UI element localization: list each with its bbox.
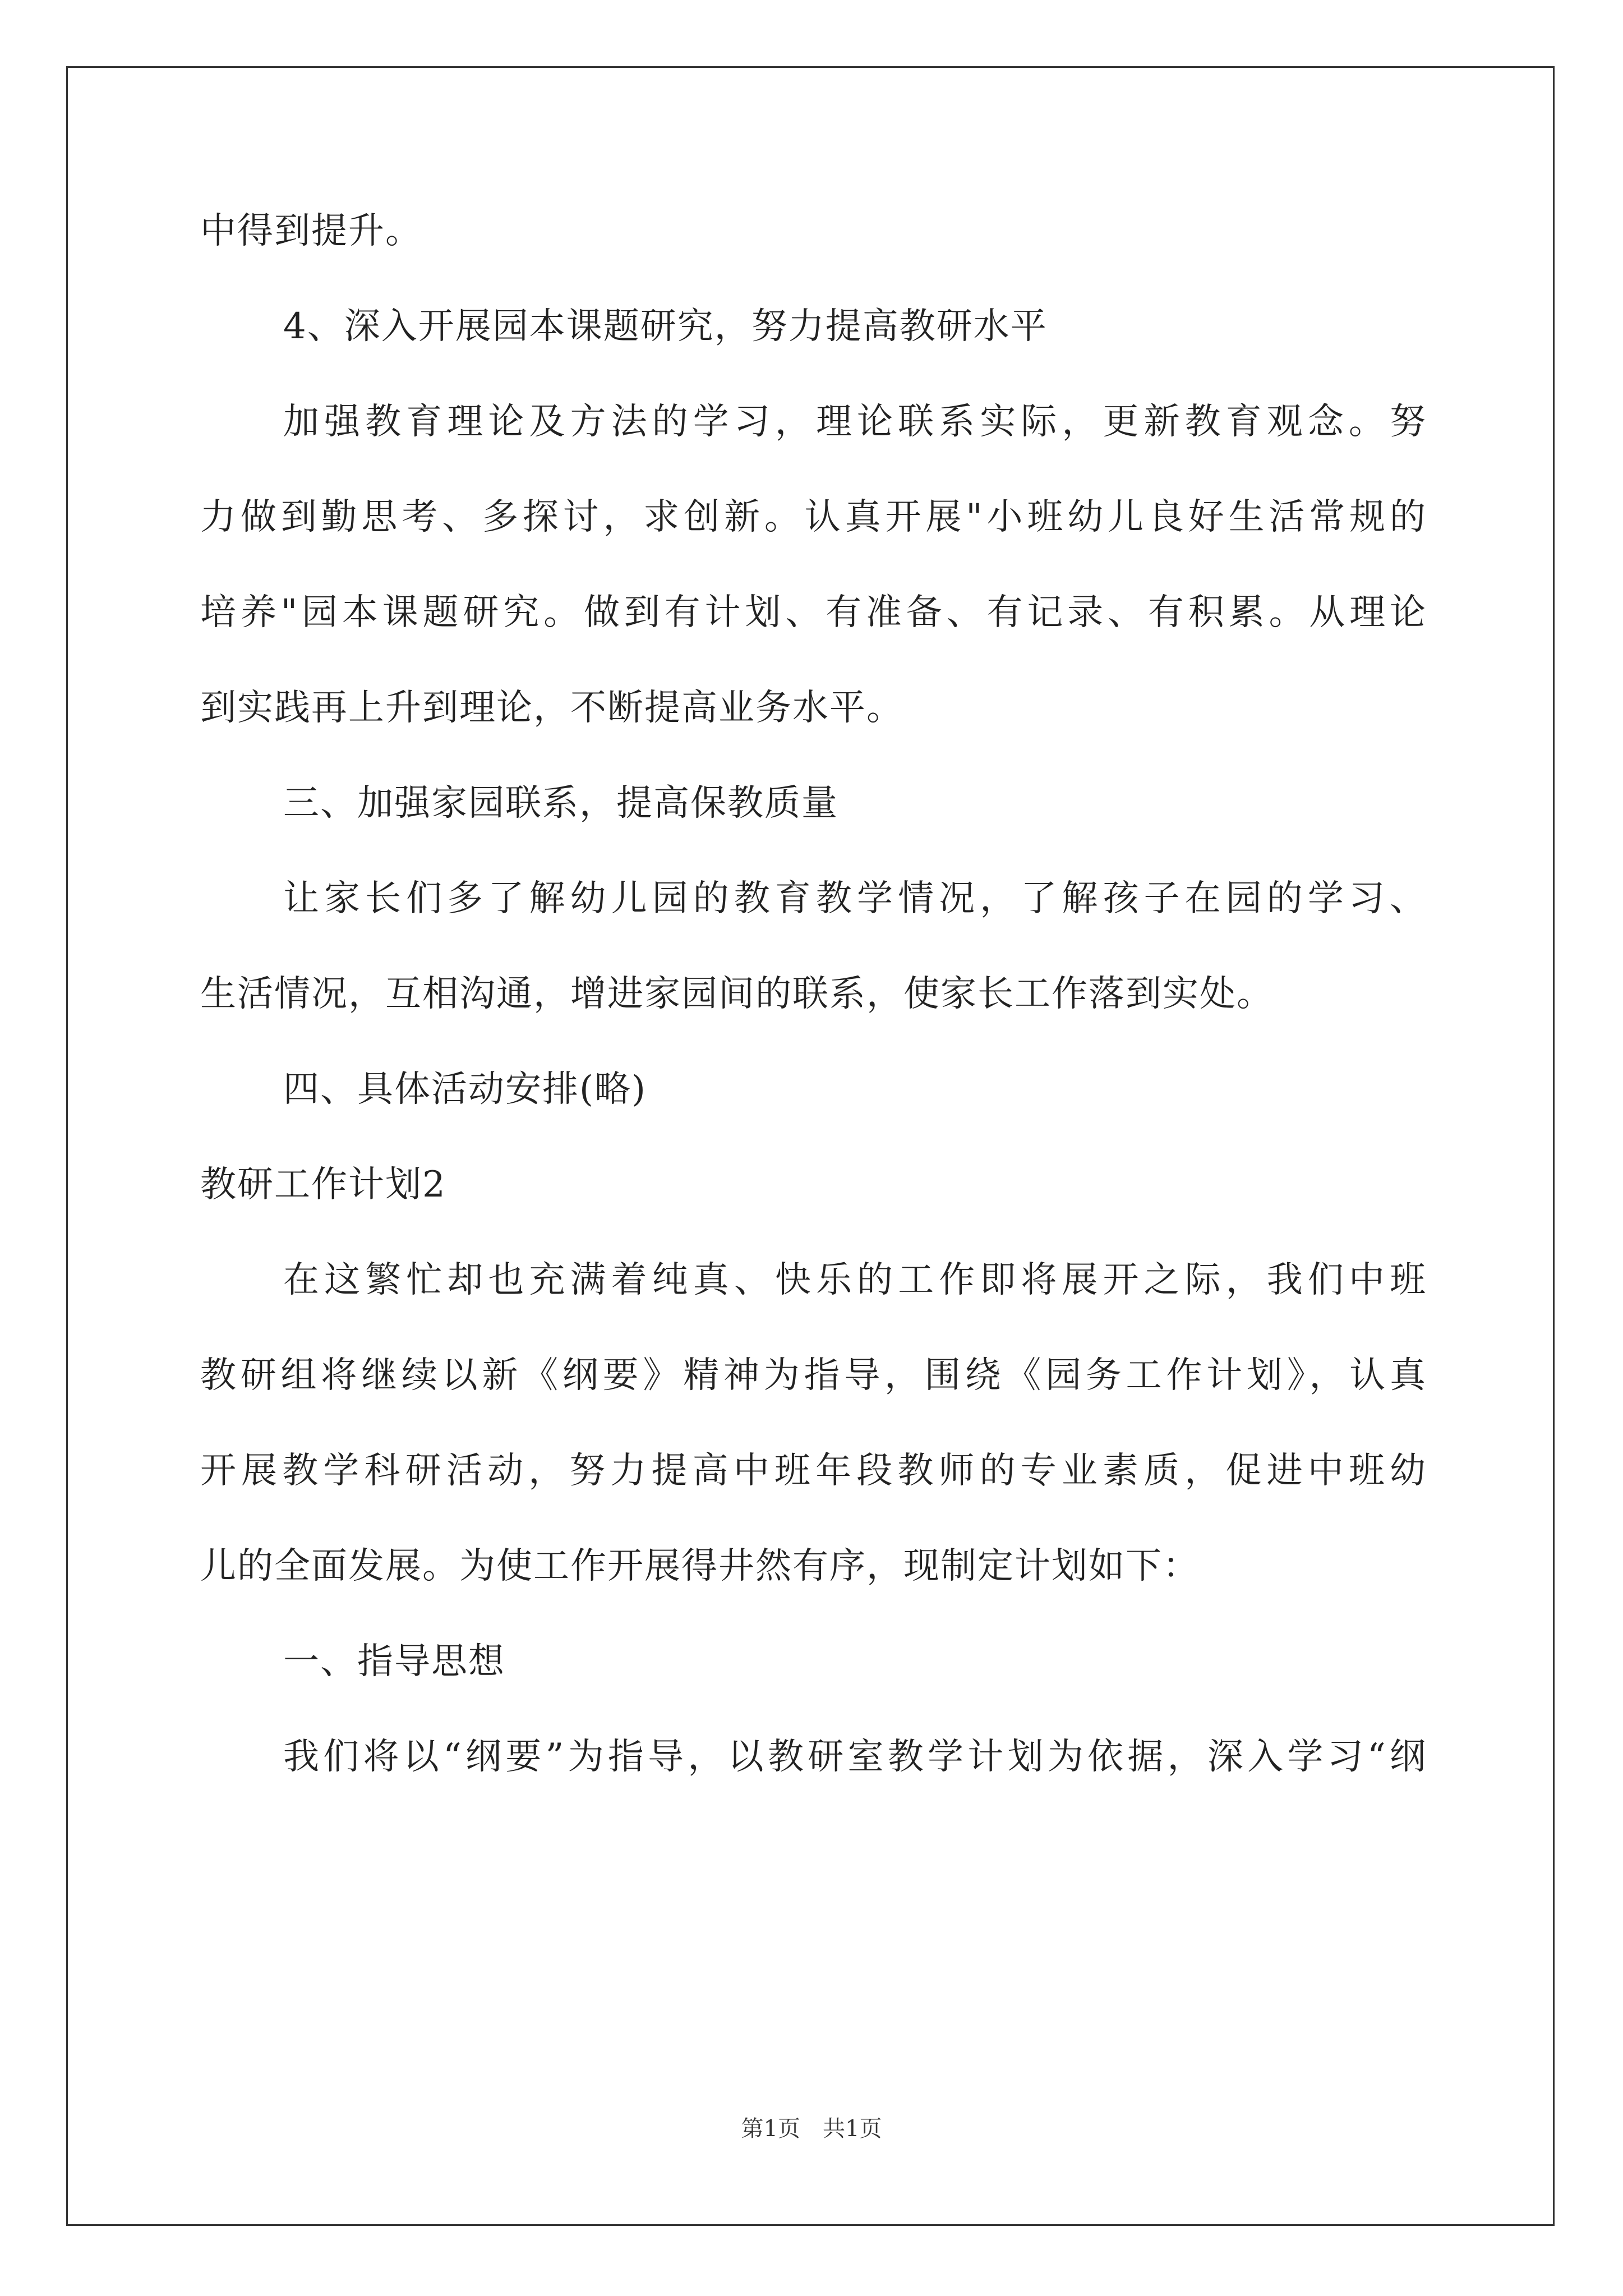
paragraph-line: 到实践再上升到理论，不断提高业务水平。 (200, 687, 903, 729)
section-heading: 三、加强家园联系，提高保教质量 (283, 783, 838, 824)
paragraph-line: 让家长们多了解幼儿园的教育教学情况，了解孩子在园的学习、 (283, 878, 1426, 919)
paragraph-line: 生活情况，互相沟通，增进家园间的联系，使家长工作落到实处。 (200, 973, 1274, 1015)
paragraph-line: 教研组将继续以新《纲要》精神为指导，围绕《园务工作计划》，认真 (200, 1355, 1426, 1396)
section-heading: 四、具体活动安排(略) (283, 1069, 647, 1110)
paragraph-line: 我们将以“纲要”为指导，以教研室教学计划为依据，深入学习“纲 (283, 1736, 1426, 1778)
paragraph-line: 培养"园本课题研究。做到有计划、有准备、有记录、有积累。从理论 (200, 592, 1426, 633)
paragraph-line: 在这繁忙却也充满着纯真、快乐的工作即将展开之际，我们中班 (283, 1259, 1426, 1301)
document-title: 教研工作计划2 (200, 1164, 446, 1205)
page-border (66, 66, 1555, 2226)
paragraph-line: 中得到提升。 (200, 210, 422, 252)
paragraph-line: 开展教学科研活动，努力提高中班年段教师的专业素质，促进中班幼 (200, 1450, 1426, 1492)
section-heading: 一、指导思想 (283, 1641, 505, 1682)
section-heading: 4、深入开展园本课题研究，努力提高教研水平 (283, 306, 1048, 347)
paragraph-line: 力做到勤思考、多探讨，求创新。认真开展"小班幼儿良好生活常规的 (200, 496, 1426, 538)
page-indicator: 第1页 共1页 (741, 2116, 882, 2142)
paragraph-line: 加强教育理论及方法的学习，理论联系实际，更新教育观念。努 (283, 401, 1426, 443)
paragraph-line: 儿的全面发展。为使工作开展得井然有序，现制定计划如下： (200, 1545, 1200, 1587)
